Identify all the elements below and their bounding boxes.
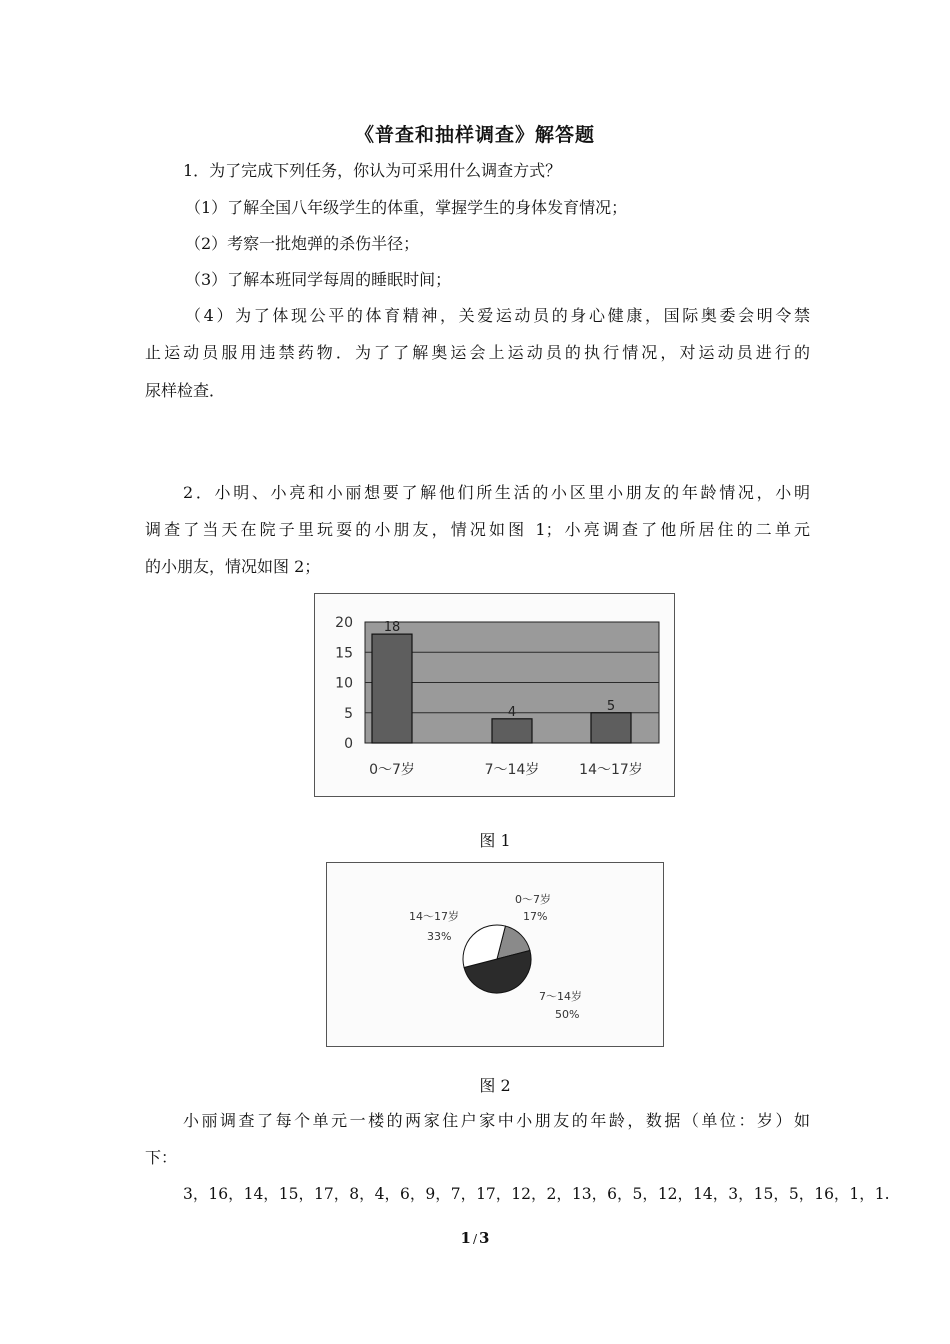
pie-pct-0-7: 17% [523,910,548,923]
q2-line-1: 2．小明、小亮和小丽想要了解他们所生活的小区里小朋友的年龄情况，小明 [183,483,810,502]
bar-ytick-label: 20 [335,615,353,631]
pie-pct-14-17: 33% [427,930,452,943]
bar-data-label: 18 [383,620,401,636]
bar-ytick-label: 0 [344,736,353,752]
bar-ytick-label: 5 [344,705,353,722]
figure-1-bar-chart [314,593,675,797]
bar-1 [372,634,412,743]
bar-2 [492,719,532,743]
bar-xtick-label: 14～17岁 [579,762,643,778]
q2-data-line: 3，16，14，15，17，8，4，6，9，7，17，12，2，13，6，5，12，14，3，15，5，16，1，1. [183,1185,890,1203]
page-current: 1 [460,1229,471,1247]
page-title: 《普查和抽样调查》解答题 [354,124,595,146]
q2-line-3: 的小朋友，情况如图 2； [145,557,321,576]
q1-item-3: （3）了解本班同学每周的睡眠时间； [185,270,452,289]
page-number [0,1229,950,1247]
page-total: 3 [479,1229,490,1247]
q2-line-2: 调查了当天在院子里玩耍的小朋友，情况如图 1；小亮调查了他所居住的二单元 [145,520,810,539]
bar-data-label: 4 [507,704,517,720]
pie-label-7-14: 7～14岁 [539,990,582,1003]
pie-pct-7-14: 50% [555,1008,580,1021]
q1-item-4-line-2: 止运动员服用违禁药物．为了了解奥运会上运动员的执行情况，对运动员进行的 [145,343,810,362]
pie-label-14-17: 14～17岁 [409,910,459,923]
page-separator: / [472,1232,478,1246]
q1-item-4-line-3: 尿样检查． [145,381,226,400]
bar-ytick-label: 15 [335,645,353,662]
pie-label-0-7: 0～7岁 [515,893,551,906]
bar-chart-svg [315,594,674,796]
q2-after-line-1: 小丽调查了每个单元一楼的两家住户家中小朋友的年龄，数据（单位：岁）如 [183,1111,810,1130]
q1-item-4-line-1: （4）为了体现公平的体育精神，关爱运动员的身心健康，国际奥委会明令禁 [185,306,810,325]
bar-3 [591,713,631,743]
bar-xtick-label: 7～14岁 [484,762,540,778]
q1-item-1: （1）了解全国八年级学生的体重，掌握学生的身体发育情况； [185,198,628,217]
pie-chart-svg [327,863,663,1046]
q1-item-2: （2）考察一批炮弹的杀伤半径； [185,234,420,253]
q1-stem: 1．为了完成下列任务，你认为可采用什么调查方式？ [183,161,562,180]
bar-xtick-label: 0～7岁 [369,762,415,778]
figure-1-caption: 图 1 [479,831,511,850]
figure-2-caption: 图 2 [479,1076,511,1095]
q2-after-line-2: 下： [145,1148,178,1167]
bar-data-label: 5 [606,698,616,714]
bar-ytick-label: 10 [335,675,353,692]
figure-2-pie-chart [326,862,664,1047]
